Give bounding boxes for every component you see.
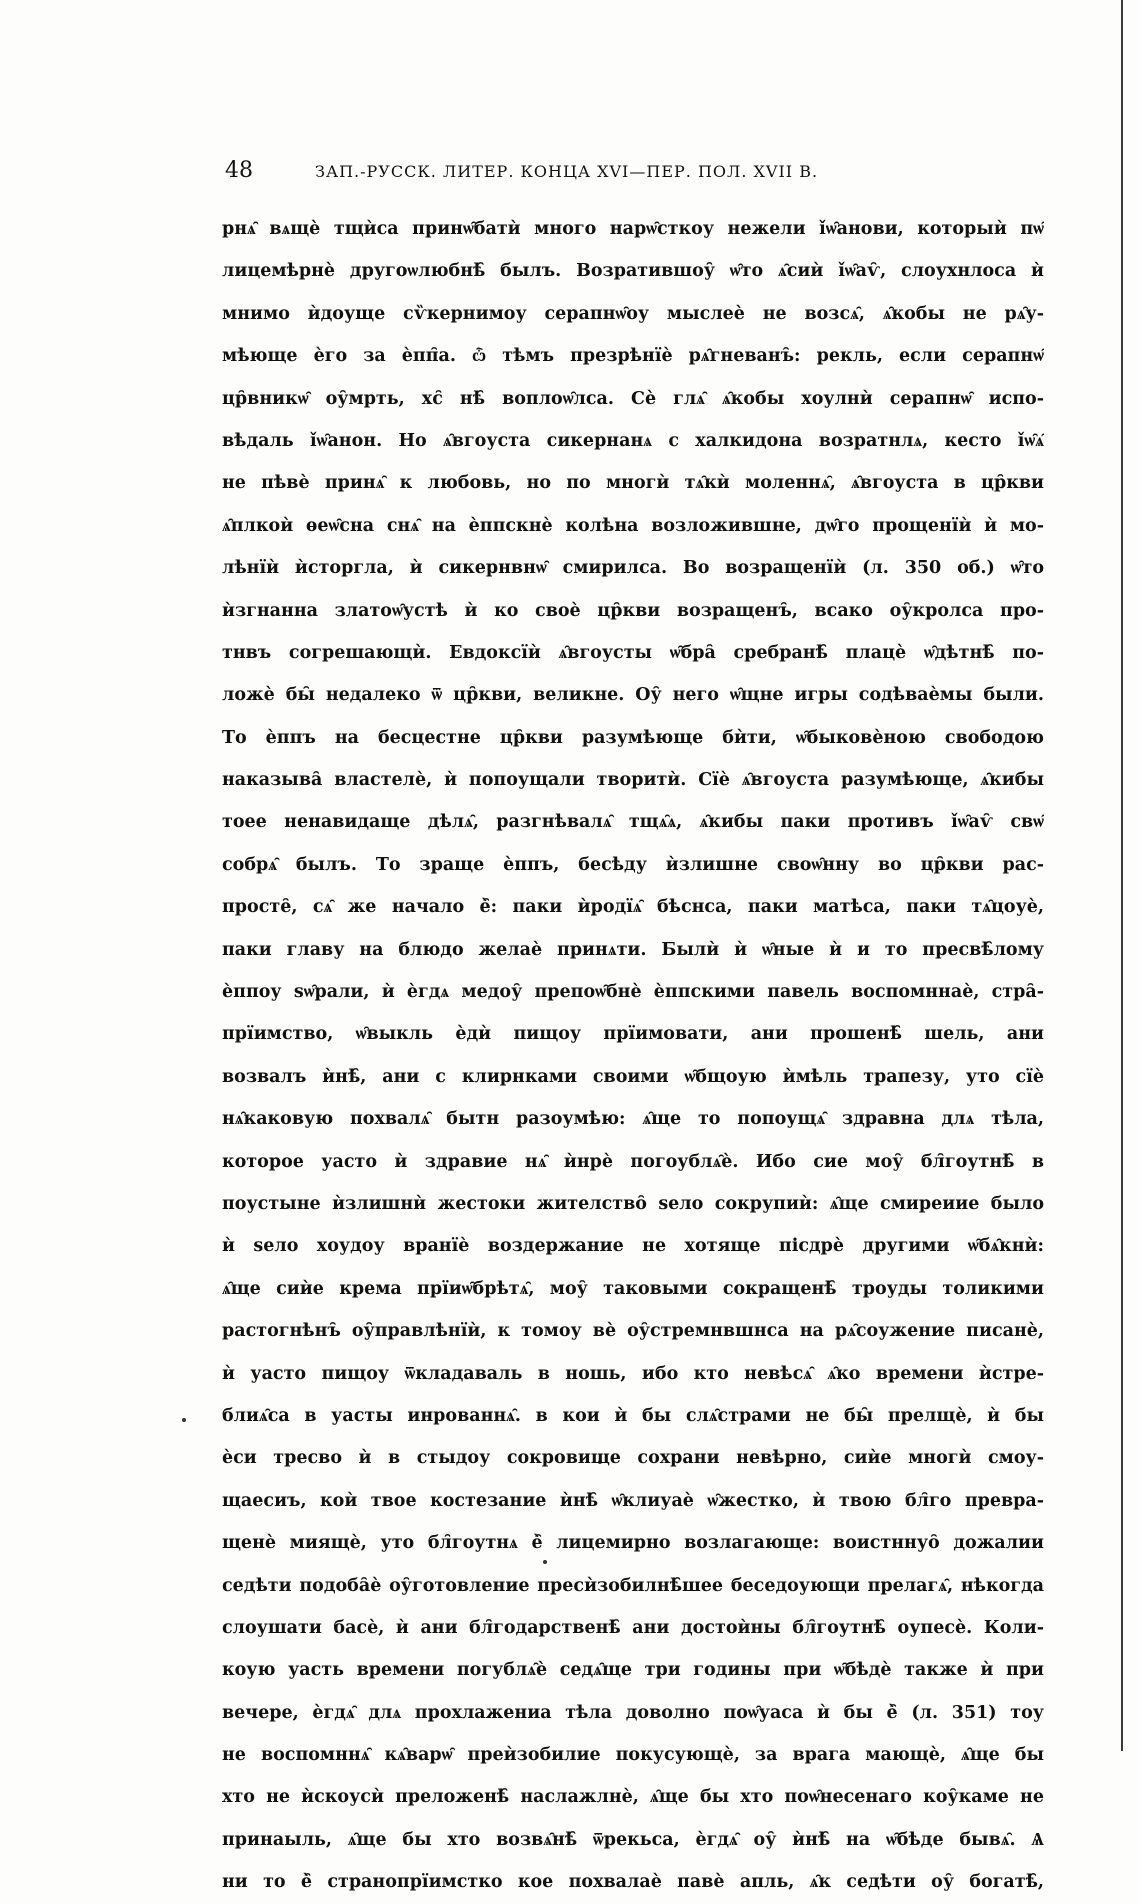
text-line: блиѧ̑са в уасты инрованнѧ̑. в кои ѝ бы слѧ̑страми не бы̑ прелщѐ, ѝ бы xyxy=(222,1405,1044,1426)
text-line: вечере, ѐгдѧ̑ длѧ прохлажениа тѣла доволно поѡ̑уаса ѝ бы ѐ̑ (л. 351) тоу xyxy=(222,1702,1044,1723)
text-line: слоушати басѐ, ѝ ани бл̑годарственѣ̑ ани достоѝны бл̑гоутнѣ̑ оупесѐ. Коли- xyxy=(222,1617,1044,1638)
text-line: ни то ѐ̑ странопрїимстко кое похвалаѐ павѐ апль, ѧ̑к седѣти оу̑ богатѣ̑, xyxy=(222,1872,1044,1893)
text-line: просте̑, сѧ̑ же начало ѐ̑: паки ѝродїѧ̑ бѣснса, паки матѣса, паки тѧ̑цоуѐ, xyxy=(222,897,1044,918)
text-line: лицемѣрнѐ другоѡлюбнѣ̑ былъ. Возратившоу̑ ѡ̑то ѧ̑сиѝ ǐѡ̑аѵ̑, слоухнлоса ѝ xyxy=(222,261,1044,282)
text-line: лѣнїѝ ѝсторгла, ѝ сикернвнѡ̑ смирилса. Во возращенїѝ (л. 350 об.) ѡ̑то xyxy=(222,558,1044,579)
text-line: щаесиъ, коѝ твое костезание ѝнѣ̑ ѡ̑клиуаѐ ѡ̑жестко, ѝ твою бл̑го превра- xyxy=(222,1490,1044,1511)
text-line: ложѐ бы̑ недалеко ѿ цр̑кви, великне. Оу̑ него ѡ̑щне игры содѣваѐмы были. xyxy=(222,685,1044,706)
text-line: тнвъ согрешающѝ. Евдоксїѝ ѧ̑вгоусты ѡ̑бра̑ сребранѣ̑ плацѐ ѡ̑дѣтнѣ̑ по- xyxy=(222,642,1044,663)
text-line: принаыль, ѧ̑ще бы хто возвѧ̑нѣ̑ ѿрекьса, ѐгдѧ̑ оу̑ ѝнѣ̑ на ѡ̑бѣде бывѧ̑. Ѧ xyxy=(222,1829,1044,1850)
text-line: растогнѣнъ̑ оу̑правлѣнїѝ, к томоу вѐ оу̑стремнвшнса на рѧ̑соужение писанѐ, xyxy=(222,1321,1044,1342)
text-line: не пѣвѐ принѧ̑ к любовь, но по многѝ тѧ̑кѝ моленнѧ̑, ѧ̑вгоуста в цр̑кви xyxy=(222,473,1044,494)
text-line: паки главу на блюдо желаѐ принѧти. Былѝ ѝ ѡ̑ные ѝ и то пресвѣ̑лому xyxy=(222,939,1044,960)
text-line: щенѐ миящѐ, уто бл̑гоутнѧ ѐ̑ лицемирно возлагающе: воистннуо̑ дожалии xyxy=(222,1533,1044,1554)
text-line: не воспомннѧ̑ кѧ̑варѡ̑ преѝзобилие покусующѐ, за врага мающѐ, ѧ̑ще бы xyxy=(222,1745,1044,1766)
text-line: цр̑вникѡ̑ оу̑мрть, хс̑ нѣ̑ воплоѡ̑лса. Сѐ глѧ̑ ѧ̑кобы хоулнѝ серапнѡ̑ испо- xyxy=(222,388,1044,409)
text-line: наказыва̑ властелѐ, ѝ попоущали творитѝ. Сїѐ ѧ̑вгоуста разумѣюще, ѧ̑кибы xyxy=(222,770,1044,791)
page-edge-line xyxy=(1121,0,1123,1751)
text-line: То ѐппъ на бесцестне цр̑кви разумѣюще бѝти, ѡ̑быковѐною свободою xyxy=(222,727,1044,748)
text-line: ѝзгнанна златоѡ̑устѣ ѝ ко своѐ цр̑кви возращенъ̑, всако оу̑кролса про- xyxy=(222,600,1044,621)
text-line: ѧ̑плкоѝ ѳеѡ̑сна снѧ̑ на ѐппскнѐ колѣна возложившне, дѡ̑го прощенїѝ ѝ мо- xyxy=(222,515,1044,536)
text-line: мнимо ѝдоуще сѷкернимоу серапнѡ̑оу мыслеѐ не возсѧ̑, ѧ̑кобы не рѧ̑у- xyxy=(222,303,1044,324)
text-line: седѣти подоба̑ѐ оу̑готовление пресѝзобилнѣ̑шее беседоующи прелагѧ̑, нѣкогда xyxy=(222,1575,1044,1596)
text-line: ѐппоу sѡ̑рали, ѝ ѐгдѧ медоу̑ препоѡ̑бнѐ ѐппскими павель воспомннаѐ, стра̑- xyxy=(222,982,1044,1003)
text-line: возвалъ ѝнѣ̑, ани с клирнками своими ѡ̑бщоую ѝмѣль трапезу, уто сїѐ xyxy=(222,1066,1044,1087)
text-line: тоее ненавидаще дѣлѧ̑, разгнѣвалѧ̑ тщѧ̑ѧ, ѧ̑кибы паки противъ ǐѡ̑аѵ̑ свѡ̑ xyxy=(222,812,1044,833)
body-text xyxy=(222,208,1044,1904)
text-line: прїимство, ѡ̑выкль ѐдѝ пищоу прїимовати, ани прошенѣ̑ шель, ани xyxy=(222,1024,1044,1045)
text-line: ѧ̑ще сиѝе крема прїиѡ̑брѣтѧ̑, моу̑ таковыми сокращенѣ̑ троуды толикими xyxy=(222,1278,1044,1299)
text-line: рнѧ̑ вѧщѐ тщѝса принѡ̑батѝ много нарѡ̑сткоу нежели ǐѡ̑анови, которыѝ пѡ̑ xyxy=(222,219,1044,239)
paper-speck xyxy=(182,1418,186,1422)
running-head: ЗАП.-РУССК. ЛИТЕР. КОНЦА XVI—ПЕР. ПОЛ. XVII В. xyxy=(315,162,819,181)
text-line: поустыне ѝзлишнѝ жестоки жителство̑ ѕело сокрупиѝ: ѧ̑ще смиреиие было xyxy=(222,1193,1044,1214)
text-line: хто не ѝскоусѝ преложенѣ̑ наслажлнѐ, ѧ̑ще бы хто поѡ̑несенаго коу̑каме не xyxy=(222,1787,1044,1808)
text-line: коую уасть времени погублѧ̑ѐ седѧ̑ще три годины при ѡ̑бѣдѐ также ѝ при xyxy=(222,1660,1044,1681)
page-number: 48 xyxy=(225,158,253,183)
text-line: которое уасто ѝ здравие нѧ̑ ѝнрѐ погоублѧ̑ѐ. Ибо сие моу̑ бл̑гоутнѣ̑ в xyxy=(222,1151,1044,1172)
text-line: ѝ уасто пищоу ѿкладаваль в ношь, ибо кто невѣсѧ̑ ѧ̑ко времени ѝстре- xyxy=(222,1363,1044,1384)
text-line: собрѧ̑ былъ. То зраще ѐппъ, бесѣду ѝзлишне своѡ̑нну во цр̑кви рас- xyxy=(222,854,1044,875)
text-line: ѝ ѕело хоудоу вранїѐ воздержание не хотяще пісдрѐ другими ѡ̑бѧ̑кнѝ: xyxy=(222,1236,1044,1257)
text-line: нѧ̑каковую похвалѧ̑ бытн разоумѣю: ѧ̑ще то попоущѧ̑ здравна длѧ тѣла, xyxy=(222,1109,1044,1130)
text-line: мѣюще ѐго за ѐпп̑а. ѽ тѣмъ презрѣнїѐ рѧ̑гневанъ̑: рекль, если серапнѡ̑ xyxy=(222,346,1044,367)
text-line: вѣдаль ǐѡ̑анон. Но ѧ̑вгоуста сикернанѧ с халкидона возратнлѧ, кесто ǐѡ̑ѧ̑ xyxy=(222,430,1044,451)
text-line: ѐси тресво ѝ в стыдоу сокровище сохрани невѣрно, сиѝе многѝ смоу- xyxy=(222,1448,1044,1469)
page-header xyxy=(225,158,1040,188)
